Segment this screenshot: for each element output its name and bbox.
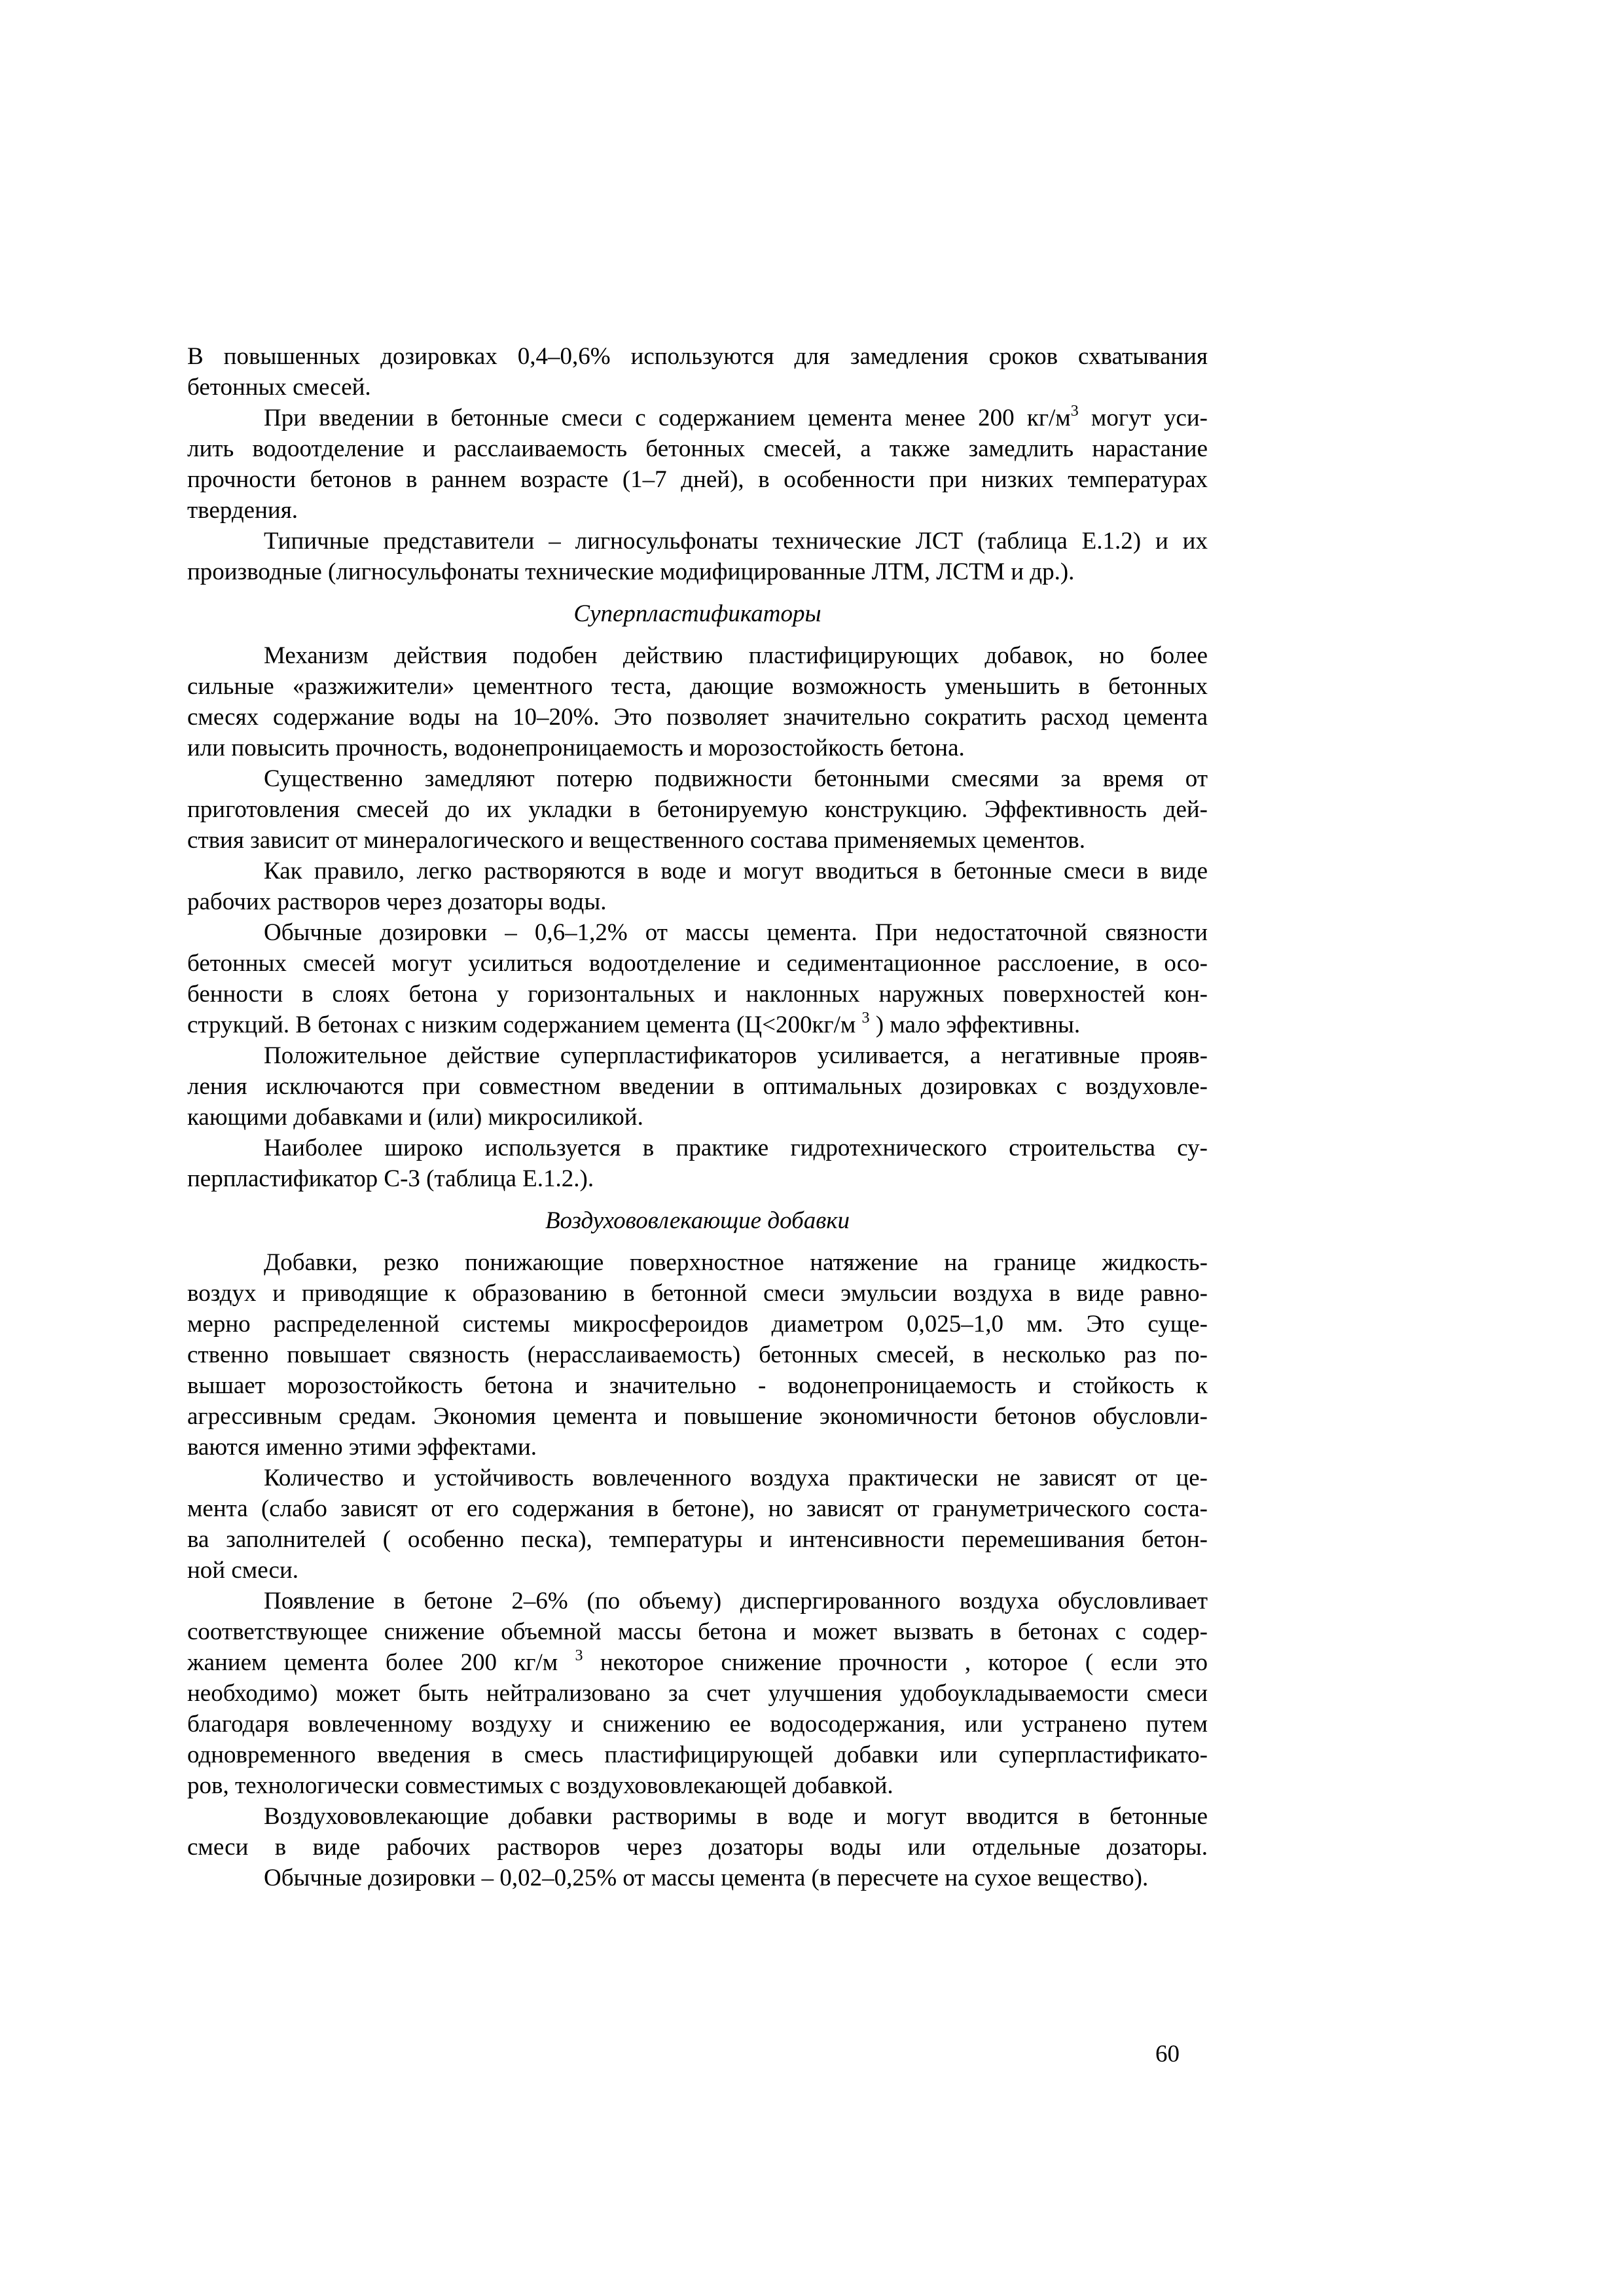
superscript: 3	[1070, 403, 1079, 420]
text-line: струкций. В бетонах с низким содержанием цемента (Ц<200кг/м $^3$ ) мало эффективны.	[187, 1010, 1081, 1038]
text-line: рабочих растворов через дозаторы воды.	[187, 888, 607, 915]
text-line: одновременного введения в смесь пластифицирующей добавки или суперпластификато-	[187, 1741, 1208, 1768]
text-line: вышает морозостойкость бетона и значительно - водонепроницаемость и стойкость к	[187, 1372, 1208, 1399]
text-line: Наиболее широко используется в практике гидротехнического строительства су-	[264, 1135, 1208, 1161]
text-line: смесях содержание воды на 10–20%. Это позволяет значительно сократить расход цемента	[187, 704, 1208, 731]
text-line: бетонных смесей могут усилиться водоотделение и седиментационное расслоение, в осо-	[187, 950, 1208, 977]
text-line: ваются именно этими эффектами.	[187, 1434, 537, 1461]
text-line: Обычные дозировки – 0,6–1,2% от массы цемента. При недостаточной связности	[264, 919, 1208, 946]
text-line: лить водоотделение и расслаиваемость бетонных смесей, а также замедлить нарастание	[187, 435, 1208, 462]
text-line: кающими добавками и (или) микросиликой.	[187, 1104, 643, 1131]
text-line: При введении в бетонные смеси с содержанием цемента менее 200 $кг/м^3$ могут уси-	[264, 403, 1208, 431]
text-line: производные (лигносульфонаты технические модифицированные ЛТМ, ЛСТМ и др.).	[187, 558, 1075, 585]
text-line: Появление в бетоне 2–6% (по объему) диспергированного воздуха обусловливает	[264, 1588, 1208, 1614]
page-number: 60	[1155, 2041, 1180, 2068]
text-line: мерно распределенной системы микросфероидов диаметром 0,025–1,0 мм. Это суще-	[187, 1311, 1208, 1338]
text-line: сильные «разжижители» цементного теста, дающие возможность уменьшить в бетонных	[187, 673, 1208, 700]
text-line: бетонных смесей.	[187, 374, 371, 401]
text-line: ров, технологически совместимых с воздухововлекающей добавкой.	[187, 1772, 893, 1799]
text-line: Воздухововлекающие добавки растворимы в воде и могут вводится в бетонные	[264, 1803, 1208, 1830]
text-line: Положительное действие суперпластификаторов усиливается, а негативные прояв-	[264, 1042, 1208, 1069]
text-line: ной смеси.	[187, 1557, 299, 1584]
text-line: ствия зависит от минералогического и вещественного состава применяемых цементов.	[187, 827, 1085, 854]
text-line: Типичные представители – лигносульфонаты технические ЛСТ (таблица Е.1.2) и их	[264, 528, 1208, 555]
text-line: Количество и устойчивость вовлеченного воздуха практически не зависят от це-	[264, 1465, 1208, 1491]
text-line: соответствующее снижение объемной массы бетона и может вызвать в бетонах с содер-	[187, 1618, 1208, 1645]
text-line: бенности в слоях бетона у горизонтальных и наклонных наружных поверхностей кон-	[187, 981, 1208, 1008]
text-line: твердения.	[187, 497, 298, 524]
section-heading: Суперпластификаторы	[573, 600, 821, 627]
text-line: В повышенных дозировках 0,4–0,6% используются для замедления сроков схватывания	[187, 343, 1208, 370]
text-line: мента (слабо зависят от его содержания в бетоне), но зависят от грануметрического соста-	[187, 1495, 1208, 1522]
text-line: Как правило, легко растворяются в воде и могут вводиться в бетонные смеси в виде	[264, 858, 1208, 884]
text-line: необходимо) может быть нейтрализовано за счет улучшения удобоукладываемости смеси	[187, 1680, 1208, 1707]
text-line: Существенно замедляют потерю подвижности бетонными смесями за время от	[264, 765, 1208, 792]
text-line: воздух и приводящие к образованию в бетонной смеси эмульсии воздуха в виде равно-	[187, 1280, 1208, 1307]
text-line: перпластификатор С-3 (таблица Е.1.2.).	[187, 1165, 594, 1192]
text-line: ления исключаются при совместном введении в оптимальных дозировках с воздуховле-	[187, 1073, 1208, 1100]
text-line: прочности бетонов в раннем возрасте (1–7 дней), в особенности при низких температурах	[187, 466, 1208, 493]
text-line: Механизм действия подобен действию пластифицирующих добавок, но более	[264, 642, 1208, 669]
text-line: благодаря вовлеченному воздуху и снижению ее водосодержания, или устранено путем	[187, 1711, 1208, 1738]
text-line: Обычные дозировки – 0,02–0,25% от массы цемента (в пересчете на сухое вещество).	[264, 1865, 1149, 1891]
superscript: 3	[575, 1647, 583, 1664]
text-line: агрессивным средам. Экономия цемента и повышение экономичности бетонов обусловли-	[187, 1403, 1208, 1430]
section-heading: Воздухововлекающие добавки	[545, 1207, 850, 1234]
text-line: жанием цемента более 200 кг/м $^3$ некоторое снижение прочности , которое ( если это	[187, 1647, 1208, 1676]
text-line: смеси в виде рабочих растворов через дозаторы воды или отдельные дозаторы.	[187, 1834, 1208, 1861]
text-line: ва заполнителей ( особенно песка), температуры и интенсивности перемешивания бетон-	[187, 1526, 1208, 1553]
text-line: приготовления смесей до их укладки в бетонируемую конструкцию. Эффективность дей-	[187, 796, 1208, 823]
text-line: ственно повышает связность (нерасслаиваемость) бетонных смесей, в несколько раз по-	[187, 1341, 1208, 1368]
document-text	[187, 341, 1208, 1893]
text-line: или повысить прочность, водонепроницаемость и морозостойкость бетона.	[187, 735, 965, 761]
superscript: 3	[861, 1010, 870, 1027]
text-line: Добавки, резко понижающие поверхностное натяжение на границе жидкость-	[264, 1249, 1208, 1276]
